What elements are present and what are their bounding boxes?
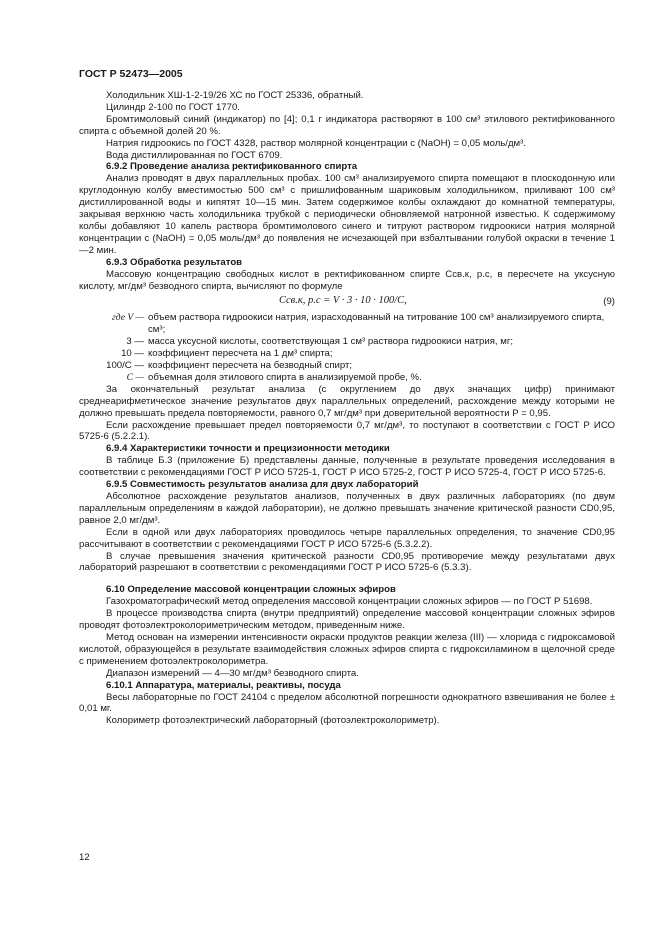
paragraph: Если в одной или двух лабораториях проводилось четыре параллельных определения, то значение CD0,95 рассчитывают в соответствии с рекомендациями ГОСТ Р ИСО 5725-6 (5.3.2.2). xyxy=(79,526,615,550)
paragraph: Абсолютное расхождение результатов анализов, полученных в двух различных лабораториях (по двум параллельным определениям в каждой лаборатории), не должно превышать значение критической разности CD0,95, равное 2,0 мг/дм³. xyxy=(79,491,615,526)
paragraph: Если расхождение превышает предел повторяемости 0,7 мг/дм³, то поступают в соответствии с ГОСТ Р ИСО 5725-6 (5.2.2.1). xyxy=(79,419,615,443)
section-heading: 6.9.3 Обработка результатов xyxy=(106,256,243,268)
definition-text: объемная доля этилового спирта в анализируемой пробе, %. xyxy=(148,371,422,383)
definition-text: коэффициент пересчета на безводный спирт; xyxy=(148,360,353,372)
text-line: Натрия гидроокись по ГОСТ 4328, раствор молярной концентрации c (NaOH) = 0,05 моль/дм³. xyxy=(106,137,527,149)
definition-row xyxy=(79,336,615,348)
definition-row xyxy=(79,372,615,384)
text-line: Вода дистиллированная по ГОСТ 6709. xyxy=(106,149,283,161)
formula: Cсв.к, р.с = V · 3 · 10 · 100/C, xyxy=(279,295,407,307)
section-heading: 6.9.4 Характеристики точности и прецизионности методики xyxy=(106,443,390,455)
definition-row xyxy=(79,348,615,360)
paragraph: Весы лабораторные по ГОСТ 24104 с пределом абсолютной погрешности однократного взвешивания не более ± 0,01 мг. xyxy=(79,691,615,715)
text-line: Цилиндр 2-100 по ГОСТ 1770. xyxy=(106,101,240,113)
formula-number: (9) xyxy=(603,296,615,308)
paragraph: Газохроматографический метод определения массовой концентрации сложных эфиров — по ГОСТ Р 51698. xyxy=(106,596,593,608)
text-line: Холодильник ХШ-1-2-19/26 ХС по ГОСТ 25336, обратный. xyxy=(106,90,364,101)
formula-block xyxy=(79,294,615,310)
section-heading: 6.10.1 Аппаратура, материалы, реактивы, посуда xyxy=(106,679,341,691)
paragraph: В случае превышения значения критической разности CD0,95 противоречие между результатами двух лабораторий разрешают в соответствии с рекомендациями ГОСТ Р ИСО 5725-6 (5.3.3). xyxy=(79,550,615,574)
definition-row xyxy=(79,360,615,372)
paragraph: В таблице Б.3 (приложение Б) представлены данные, полученные в результате проведения исследования в соответствии с рекомендациями ГОСТ Р ИСО 5725-1, ГОСТ Р ИСО 5725-2, ГОСТ Р ИСО 5725-4, ГОСТ Р ИСО 5725-6. xyxy=(79,455,615,479)
paragraph: За окончательный результат анализа (с округлением до двух значащих цифр) принимают среднеарифметическое значение результатов двух параллельных определений, расхождение между которыми не должно превышать предела повторяемости, равного 0,7 мг/дм³ при доверительной вероятности P = 0,95. xyxy=(79,383,615,419)
section-heading: 6.10 Определение массовой концентрации сложных эфиров xyxy=(106,584,396,596)
paragraph: Массовую концентрацию свободных кислот в ректификованном спирте Cсв.к, р.с, в пересчете на уксусную кислоту, мг/дм³ безводного спирта, вычисляют по формуле xyxy=(79,268,615,292)
definition-text: объем раствора гидроокиси натрия, израсходованный на титрование 100 см³ анализируемого спирта, см³; xyxy=(148,312,605,336)
page-number: 12 xyxy=(79,852,90,863)
definition-symbol: 10 — xyxy=(121,348,144,360)
variable-definitions xyxy=(79,312,615,383)
definition-symbol: C — xyxy=(126,371,144,383)
definition-text: коэффициент пересчета на 1 дм³ спирта; xyxy=(148,348,333,360)
paragraph: Диапазон измерений — 4—30 мг/дм³ безводного спирта. xyxy=(106,667,359,679)
document-header: ГОСТ Р 52473—2005 xyxy=(79,68,183,80)
section-heading: 6.9.5 Совместимость результатов анализа для двух лабораторий xyxy=(106,479,419,491)
paragraph: Колориметр фотоэлектрический лабораторный (фотоэлектроколориметр). xyxy=(106,715,440,727)
page-body xyxy=(79,90,615,727)
paragraph: Метод основан на измерении интенсивности окраски продуктов реакции железа (III) — хлорида с гидроксамовой кислотой, образующейся в результате взаимодействия сложных эфиров спирта с гидроксиламином в щелочной среде с применением фотоэлектроколориметра. xyxy=(79,631,615,667)
definition-text: масса уксусной кислоты, соответствующая 1 см³ раствора гидроокиси натрия, мг; xyxy=(148,336,513,348)
section-heading: 6.9.2 Проведение анализа ректификованного спирта xyxy=(106,161,358,173)
text-line: Бромтимоловый синий (индикатор) по [4]; 0,1 г индикатора растворяют в 100 см³ этилового ректификованного спирта с объемной долей 20 %. xyxy=(79,113,615,137)
paragraph: В процессе производства спирта (внутри предприятий) определение массовой концентрации сложных эфиров проводят фотоэлектроколориметрическим методом, приведенным ниже. xyxy=(79,608,615,632)
definition-symbol: 100/C — xyxy=(106,360,144,372)
definition-row xyxy=(79,312,615,336)
definition-symbol: 3 — xyxy=(126,336,144,348)
definition-symbol: где V — xyxy=(112,312,144,324)
paragraph: Анализ проводят в двух параллельных пробах. 100 см³ анализируемого спирта помещают в плоскодонную или круглодонную колбу вместимостью 500 см³ с пришлифованным шариковым холодильником, приливают 100 см³ дистиллированной воды и кипятят 10—15 мин. Затем содержимое колбы охлаждают до комнатной температуры, закрывая верхнюю часть холодильника трубкой с периодически обновляемой натронной известью. К содержимому колбы добавляют 10 капель раствора бромтимолового синего и титруют раствором гидроокиси натрия молярной концентрации c (NaOH) = 0,05 моль/дм³ до появления не исчезающей при взбалтывании голубой окраски в течение 1—2 мин. xyxy=(79,173,615,256)
